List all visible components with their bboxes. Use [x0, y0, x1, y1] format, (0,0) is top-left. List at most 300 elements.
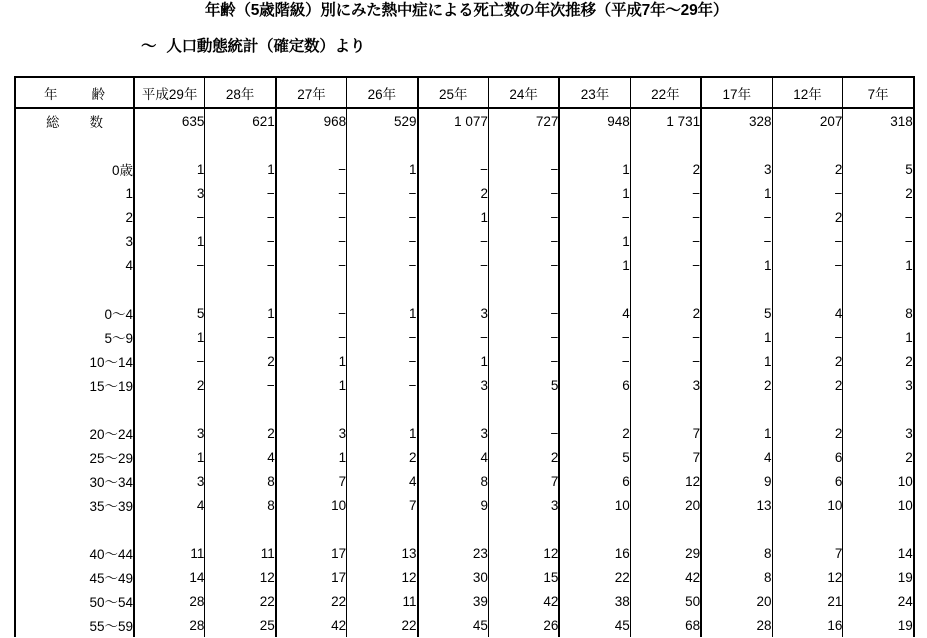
cell-value: 3	[418, 373, 489, 397]
cell-value: 6	[772, 469, 843, 493]
cell-value: 11	[347, 589, 418, 613]
table-row	[15, 325, 914, 349]
column-header-h27: 27年	[276, 77, 347, 108]
cell-value: 7	[488, 469, 559, 493]
spacer-cell	[772, 133, 843, 157]
cell-value: 2	[418, 181, 489, 205]
cell-value: 1	[905, 329, 913, 345]
cell-value: 2	[205, 421, 276, 445]
column-header-h29: 平成29年	[134, 77, 205, 108]
cell-value: 42	[630, 565, 701, 589]
cell-value: −	[488, 229, 559, 253]
cell-value: 16	[772, 613, 843, 637]
cell-value: 42	[488, 589, 559, 613]
cell-value: 8	[205, 493, 276, 517]
page-subtitle-text: 人口動態統計（確定数）より	[166, 38, 366, 55]
table-spacer-row	[15, 277, 914, 301]
spacer-cell	[205, 397, 276, 421]
cell-value: 6	[559, 373, 630, 397]
cell-value: 2	[630, 157, 701, 181]
cell-value: −	[347, 205, 418, 229]
spacer-cell	[276, 397, 347, 421]
total-value: 621	[205, 108, 276, 133]
cell-value: 1	[347, 301, 418, 325]
cell-value: 16	[559, 541, 630, 565]
cell-value: 38	[559, 589, 630, 613]
cell-value: 10	[276, 493, 347, 517]
cell-value: 7	[347, 493, 418, 517]
column-header-age	[15, 77, 134, 108]
column-header-h23: 23年	[559, 77, 630, 108]
cell-value: 1	[559, 229, 630, 253]
cell-value: 3	[276, 421, 347, 445]
cell-value: 9	[418, 493, 489, 517]
spacer-cell	[134, 133, 205, 157]
cell-value: 20	[701, 589, 772, 613]
table-row	[15, 157, 914, 181]
cell-value: −	[904, 233, 913, 249]
cell-value: 17	[276, 541, 347, 565]
table-row	[15, 373, 914, 397]
cell-value: 2	[630, 301, 701, 325]
row-label-age: 25〜29	[15, 445, 134, 469]
cell-value: −	[630, 229, 701, 253]
cell-value: −	[276, 157, 347, 181]
heatstroke-deaths-table	[14, 76, 915, 637]
cell-value: −	[630, 325, 701, 349]
spacer-cell	[843, 517, 914, 541]
spacer-cell	[772, 517, 843, 541]
spacer-cell	[205, 277, 276, 301]
cell-value: 8	[418, 469, 489, 493]
cell-value: 23	[418, 541, 489, 565]
spacer-cell	[488, 517, 559, 541]
cell-value: 3	[630, 373, 701, 397]
row-label-age: 2	[15, 205, 134, 229]
cell-value: −	[134, 253, 205, 277]
table-header	[15, 77, 914, 108]
row-label-age: 10〜14	[15, 349, 134, 373]
row-label-age: 45〜49	[15, 565, 134, 589]
cell-value: 1	[905, 257, 913, 273]
spacer-cell	[15, 517, 134, 541]
cell-value: 5	[559, 445, 630, 469]
cell-value: 4	[559, 301, 630, 325]
cell-value: 26	[488, 613, 559, 637]
cell-value: −	[276, 205, 347, 229]
cell-value: 6	[772, 445, 843, 469]
cell-value: −	[418, 157, 489, 181]
cell-value: 45	[418, 613, 489, 637]
cell-value: 19	[897, 617, 913, 633]
cell-value: 10	[772, 493, 843, 517]
cell-value: 45	[559, 613, 630, 637]
cell-value: −	[488, 301, 559, 325]
spacer-cell	[559, 517, 630, 541]
total-value: 1 731	[630, 108, 701, 133]
table-row	[15, 469, 914, 493]
table-row	[15, 349, 914, 373]
cell-value: 1	[701, 325, 772, 349]
page-subtitle	[0, 21, 927, 57]
cell-value: 2	[772, 373, 843, 397]
cell-value: 7	[276, 469, 347, 493]
cell-value: 20	[630, 493, 701, 517]
cell-value: 1	[276, 445, 347, 469]
cell-value: 5	[134, 301, 205, 325]
cell-value: 12	[630, 469, 701, 493]
tilde-mark: 〜	[141, 38, 157, 55]
cell-value: 3	[418, 421, 489, 445]
row-label-age: 0〜4	[15, 301, 134, 325]
cell-value: 1	[559, 181, 630, 205]
spacer-cell	[701, 277, 772, 301]
table-row	[15, 181, 914, 205]
cell-value: 2	[701, 373, 772, 397]
spacer-cell	[347, 133, 418, 157]
cell-value: 2	[134, 373, 205, 397]
cell-value: −	[276, 253, 347, 277]
row-label-age: 20〜24	[15, 421, 134, 445]
cell-value: 2	[347, 445, 418, 469]
cell-value: 2	[772, 349, 843, 373]
cell-value: 4	[347, 469, 418, 493]
cell-value: 1	[701, 253, 772, 277]
cell-value: 2	[772, 205, 843, 229]
cell-value: 3	[905, 377, 913, 393]
cell-value: 10	[897, 473, 913, 489]
spacer-cell	[630, 133, 701, 157]
spacer-cell	[276, 277, 347, 301]
table-row	[15, 541, 914, 565]
spacer-cell	[559, 133, 630, 157]
page-title: 年齢（5歳階級）別にみた熱中症による死亡数の年次推移（平成7年〜29年）	[204, 2, 729, 19]
cell-value: −	[205, 325, 276, 349]
spacer-cell	[347, 517, 418, 541]
cell-value: 21	[772, 589, 843, 613]
cell-value: 4	[205, 445, 276, 469]
cell-value: 28	[134, 589, 205, 613]
row-label-total: 総 数	[15, 108, 134, 133]
spacer-cell	[701, 397, 772, 421]
total-value: 207	[772, 108, 843, 133]
cell-value: 2	[772, 157, 843, 181]
table-row	[15, 445, 914, 469]
cell-value: 10	[559, 493, 630, 517]
cell-value: 4	[772, 301, 843, 325]
cell-value: 14	[897, 545, 913, 561]
spacer-cell	[701, 133, 772, 157]
cell-value: −	[488, 157, 559, 181]
table-container	[0, 76, 927, 637]
total-value: 635	[134, 108, 205, 133]
cell-value: −	[701, 229, 772, 253]
cell-value: −	[772, 181, 843, 205]
cell-value: 2	[559, 421, 630, 445]
spacer-cell	[418, 397, 489, 421]
cell-value: 42	[276, 613, 347, 637]
cell-value: −	[630, 205, 701, 229]
cell-value: −	[276, 325, 347, 349]
cell-value: 1	[205, 301, 276, 325]
cell-value: 8	[905, 305, 913, 321]
cell-value: 15	[488, 565, 559, 589]
cell-value: 1	[701, 349, 772, 373]
total-value: 948	[559, 108, 630, 133]
cell-value: 4	[134, 493, 205, 517]
cell-value: 39	[418, 589, 489, 613]
cell-value: −	[347, 229, 418, 253]
cell-value: 11	[134, 541, 205, 565]
cell-value: 3	[488, 493, 559, 517]
cell-value: −	[559, 325, 630, 349]
cell-value: −	[418, 325, 489, 349]
spacer-cell	[772, 277, 843, 301]
cell-value: −	[205, 205, 276, 229]
spacer-cell	[630, 277, 701, 301]
total-value: 968	[276, 108, 347, 133]
table-row	[15, 493, 914, 517]
cell-value: −	[559, 349, 630, 373]
cell-value: −	[134, 349, 205, 373]
cell-value: 5	[701, 301, 772, 325]
cell-value: 2	[488, 445, 559, 469]
cell-value: 7	[630, 421, 701, 445]
cell-value: 3	[134, 421, 205, 445]
cell-value: 5	[905, 161, 913, 177]
cell-value: 1	[347, 421, 418, 445]
cell-value: −	[488, 421, 559, 445]
cell-value: 2	[205, 349, 276, 373]
spacer-cell	[843, 133, 914, 157]
cell-value: −	[559, 205, 630, 229]
column-header-h12: 12年	[772, 77, 843, 108]
cell-value: 12	[488, 541, 559, 565]
spacer-cell	[205, 517, 276, 541]
cell-value: −	[630, 181, 701, 205]
cell-value: −	[701, 205, 772, 229]
spacer-cell	[630, 517, 701, 541]
cell-value: 1	[701, 421, 772, 445]
cell-value: 1	[134, 229, 205, 253]
cell-value: −	[630, 349, 701, 373]
column-header-h28: 28年	[205, 77, 276, 108]
spacer-cell	[488, 397, 559, 421]
cell-value: 6	[559, 469, 630, 493]
cell-value: −	[418, 229, 489, 253]
cell-value: −	[488, 325, 559, 349]
cell-value: 11	[205, 541, 276, 565]
cell-value: 2	[905, 353, 913, 369]
spacer-cell	[134, 397, 205, 421]
table-spacer-row	[15, 397, 914, 421]
cell-value: 3	[134, 181, 205, 205]
table-row	[15, 229, 914, 253]
cell-value: 4	[418, 445, 489, 469]
cell-value: −	[276, 229, 347, 253]
spacer-cell	[418, 517, 489, 541]
column-header-h7: 7年	[843, 77, 914, 108]
spacer-cell	[276, 133, 347, 157]
cell-value: −	[276, 301, 347, 325]
column-header-h17: 17年	[701, 77, 772, 108]
table-row	[15, 253, 914, 277]
spacer-cell	[134, 277, 205, 301]
cell-value: 1	[559, 157, 630, 181]
cell-value: 1	[418, 349, 489, 373]
spacer-cell	[418, 133, 489, 157]
row-label-age: 40〜44	[15, 541, 134, 565]
cell-value: 5	[488, 373, 559, 397]
row-label-age: 1	[15, 181, 134, 205]
table-spacer-row	[15, 517, 914, 541]
spacer-cell	[701, 517, 772, 541]
row-label-age: 15〜19	[15, 373, 134, 397]
cell-value: −	[772, 325, 843, 349]
table-row	[15, 205, 914, 229]
row-label-age: 0歳	[15, 157, 134, 181]
table-row	[15, 421, 914, 445]
cell-value: 13	[347, 541, 418, 565]
table-row	[15, 613, 914, 637]
table-spacer-row	[15, 133, 914, 157]
cell-value: 19	[897, 569, 913, 585]
total-value: 318	[890, 113, 913, 129]
spacer-cell	[772, 397, 843, 421]
cell-value: −	[488, 205, 559, 229]
table-row	[15, 589, 914, 613]
spacer-cell	[347, 277, 418, 301]
spacer-cell	[559, 397, 630, 421]
cell-value: 28	[701, 613, 772, 637]
cell-value: 1	[276, 373, 347, 397]
total-value: 328	[701, 108, 772, 133]
spacer-cell	[488, 277, 559, 301]
cell-value: −	[347, 325, 418, 349]
cell-value: −	[418, 253, 489, 277]
spacer-cell	[488, 133, 559, 157]
cell-value: 3	[905, 425, 913, 441]
cell-value: 1	[418, 205, 489, 229]
header-row	[15, 77, 914, 108]
cell-value: 68	[630, 613, 701, 637]
row-label-age: 5〜9	[15, 325, 134, 349]
cell-value: −	[205, 181, 276, 205]
row-label-age: 50〜54	[15, 589, 134, 613]
cell-value: 3	[134, 469, 205, 493]
cell-value: −	[347, 373, 418, 397]
cell-value: −	[488, 349, 559, 373]
cell-value: −	[488, 181, 559, 205]
cell-value: 2	[905, 185, 913, 201]
cell-value: 10	[897, 497, 913, 513]
cell-value: 8	[701, 565, 772, 589]
cell-value: 1	[701, 181, 772, 205]
age-header-right: 齢	[91, 86, 105, 102]
spacer-cell	[205, 133, 276, 157]
cell-value: 7	[630, 445, 701, 469]
table-row-total	[15, 108, 914, 133]
cell-value: −	[630, 253, 701, 277]
cell-value: −	[347, 349, 418, 373]
cell-value: −	[488, 253, 559, 277]
cell-value: 8	[701, 541, 772, 565]
spacer-cell	[559, 277, 630, 301]
spacer-cell	[276, 517, 347, 541]
cell-value: 1	[276, 349, 347, 373]
cell-value: 1	[134, 157, 205, 181]
cell-value: −	[276, 181, 347, 205]
cell-value: 30	[418, 565, 489, 589]
column-header-h24: 24年	[488, 77, 559, 108]
column-header-h26: 26年	[347, 77, 418, 108]
spacer-cell	[347, 397, 418, 421]
cell-value: 28	[134, 613, 205, 637]
cell-value: 3	[418, 301, 489, 325]
cell-value: 22	[559, 565, 630, 589]
cell-value: −	[134, 205, 205, 229]
cell-value: 1	[134, 445, 205, 469]
cell-value: −	[904, 209, 913, 225]
cell-value: −	[772, 253, 843, 277]
cell-value: −	[205, 253, 276, 277]
table-row	[15, 565, 914, 589]
column-header-h25: 25年	[418, 77, 489, 108]
column-header-h22: 22年	[630, 77, 701, 108]
spacer-cell	[843, 397, 914, 421]
total-value: 727	[488, 108, 559, 133]
row-label-age: 30〜34	[15, 469, 134, 493]
cell-value: 12	[772, 565, 843, 589]
cell-value: 4	[701, 445, 772, 469]
spacer-cell	[418, 277, 489, 301]
cell-value: 12	[205, 565, 276, 589]
cell-value: 17	[276, 565, 347, 589]
spacer-cell	[15, 397, 134, 421]
cell-value: 1	[205, 157, 276, 181]
cell-value: 1	[134, 325, 205, 349]
cell-value: 29	[630, 541, 701, 565]
cell-value: 9	[701, 469, 772, 493]
row-label-age: 3	[15, 229, 134, 253]
total-value: 1 077	[418, 108, 489, 133]
title-block	[0, 0, 927, 57]
cell-value: 13	[701, 493, 772, 517]
cell-value: 22	[347, 613, 418, 637]
cell-value: −	[772, 229, 843, 253]
spacer-cell	[134, 517, 205, 541]
table-row	[15, 301, 914, 325]
cell-value: 8	[205, 469, 276, 493]
cell-value: 7	[772, 541, 843, 565]
cell-value: 1	[559, 253, 630, 277]
cell-value: 2	[905, 449, 913, 465]
cell-value: −	[347, 253, 418, 277]
cell-value: 22	[276, 589, 347, 613]
cell-value: −	[205, 229, 276, 253]
cell-value: 50	[630, 589, 701, 613]
spacer-cell	[843, 277, 914, 301]
total-value: 529	[347, 108, 418, 133]
spacer-cell	[15, 277, 134, 301]
cell-value: 1	[347, 157, 418, 181]
row-label-age: 4	[15, 253, 134, 277]
row-label-age: 35〜39	[15, 493, 134, 517]
cell-value: 12	[347, 565, 418, 589]
cell-value: 2	[772, 421, 843, 445]
cell-value: 25	[205, 613, 276, 637]
cell-value: 3	[701, 157, 772, 181]
